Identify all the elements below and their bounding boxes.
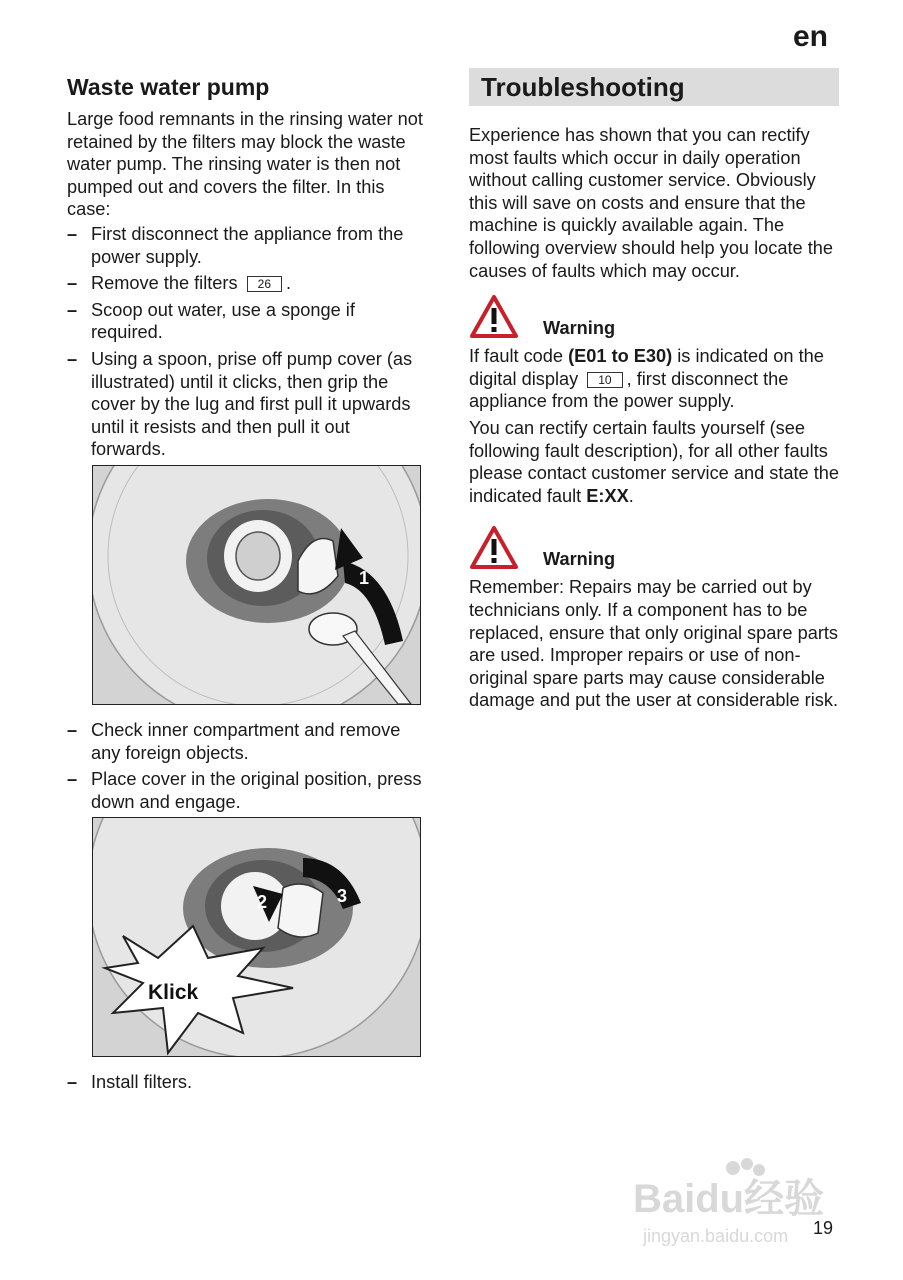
warning-title: Warning <box>543 318 616 339</box>
list-item: – Using a spoon, prise off pump cover (as illustrated) until it clicks, then grip the cover by the lug and first pull it upwards until it resists and then pull it out forwards. <box>67 348 427 461</box>
reference-box: 10 <box>587 372 622 388</box>
warning-heading-1 <box>469 294 839 339</box>
reference-box: 26 <box>247 276 282 292</box>
warning-triangle-icon <box>469 294 519 339</box>
baidu-watermark-logo <box>623 1150 843 1250</box>
page-number: 19 <box>812 1218 833 1238</box>
warning2-text: Remember: Repairs may be carried out by technicians only. If a component has to be replaced, ensure that only original spare parts are used. Improper repairs or use of non-original spare parts may cause considerable damage and put the user at considerable risk. <box>469 577 839 711</box>
steps-list-a <box>67 223 427 461</box>
pump-intro: Large food remnants in the rinsing water not retained by the filters may block the waste water pump. The rinsing water is then not pumped out and covers the filter. In this case: <box>67 109 423 220</box>
step-label-2: 2 <box>257 892 268 913</box>
list-item: – First disconnect the appliance from the power supply. <box>67 223 427 268</box>
watermark-url: jingyan.baidu.com <box>643 1226 789 1246</box>
warning-triangle-icon <box>469 525 519 570</box>
language-label: en <box>792 20 828 53</box>
steps-list-c <box>67 1071 427 1094</box>
step-label-1: 1 <box>359 567 370 588</box>
list-item: – Place cover in the original position, press down and engage. <box>67 768 427 813</box>
list-item: – Check inner compartment and remove any foreign objects. <box>67 719 427 764</box>
warning1-paragraph-1: If fault code (E01 to E30) is indicated on the digital display 10 , first disconnect the appliance from the power supply. <box>469 346 824 412</box>
watermark-brand: Baidu经验 <box>633 1177 825 1221</box>
warning-heading-2 <box>469 525 839 570</box>
klick-label: Klick <box>148 981 199 1005</box>
step-label-3: 3 <box>337 886 348 907</box>
section-title-waste-water-pump: Waste water pump <box>67 74 270 100</box>
troubleshooting-intro: Experience has shown that you can rectify most faults which occur in daily operation without calling customer service. Obviously this will save on costs and ensure that the machine is quickly available again. The following overview should help you locate the causes of faults which may occur. <box>469 125 833 281</box>
list-item: – Remove the filters 26 . <box>67 272 427 295</box>
figure-remove-pump-cover <box>92 465 421 705</box>
left-column <box>67 72 427 1098</box>
list-item: – Install filters. <box>67 1071 427 1094</box>
right-column <box>469 68 839 712</box>
steps-list-b <box>67 719 427 813</box>
section-title-troubleshooting: Troubleshooting <box>469 68 839 106</box>
pump-cover-refit-illustration <box>93 818 420 1056</box>
list-item: – Scoop out water, use a sponge if required. <box>67 299 427 344</box>
pump-cover-illustration <box>93 466 420 704</box>
figure-refit-pump-cover <box>92 817 421 1057</box>
warning1-paragraph-2: You can rectify certain faults yourself (see following fault description), for all other faults please contact customer service and state the indicated fault E:XX. <box>469 417 840 506</box>
warning-title: Warning <box>543 549 616 570</box>
